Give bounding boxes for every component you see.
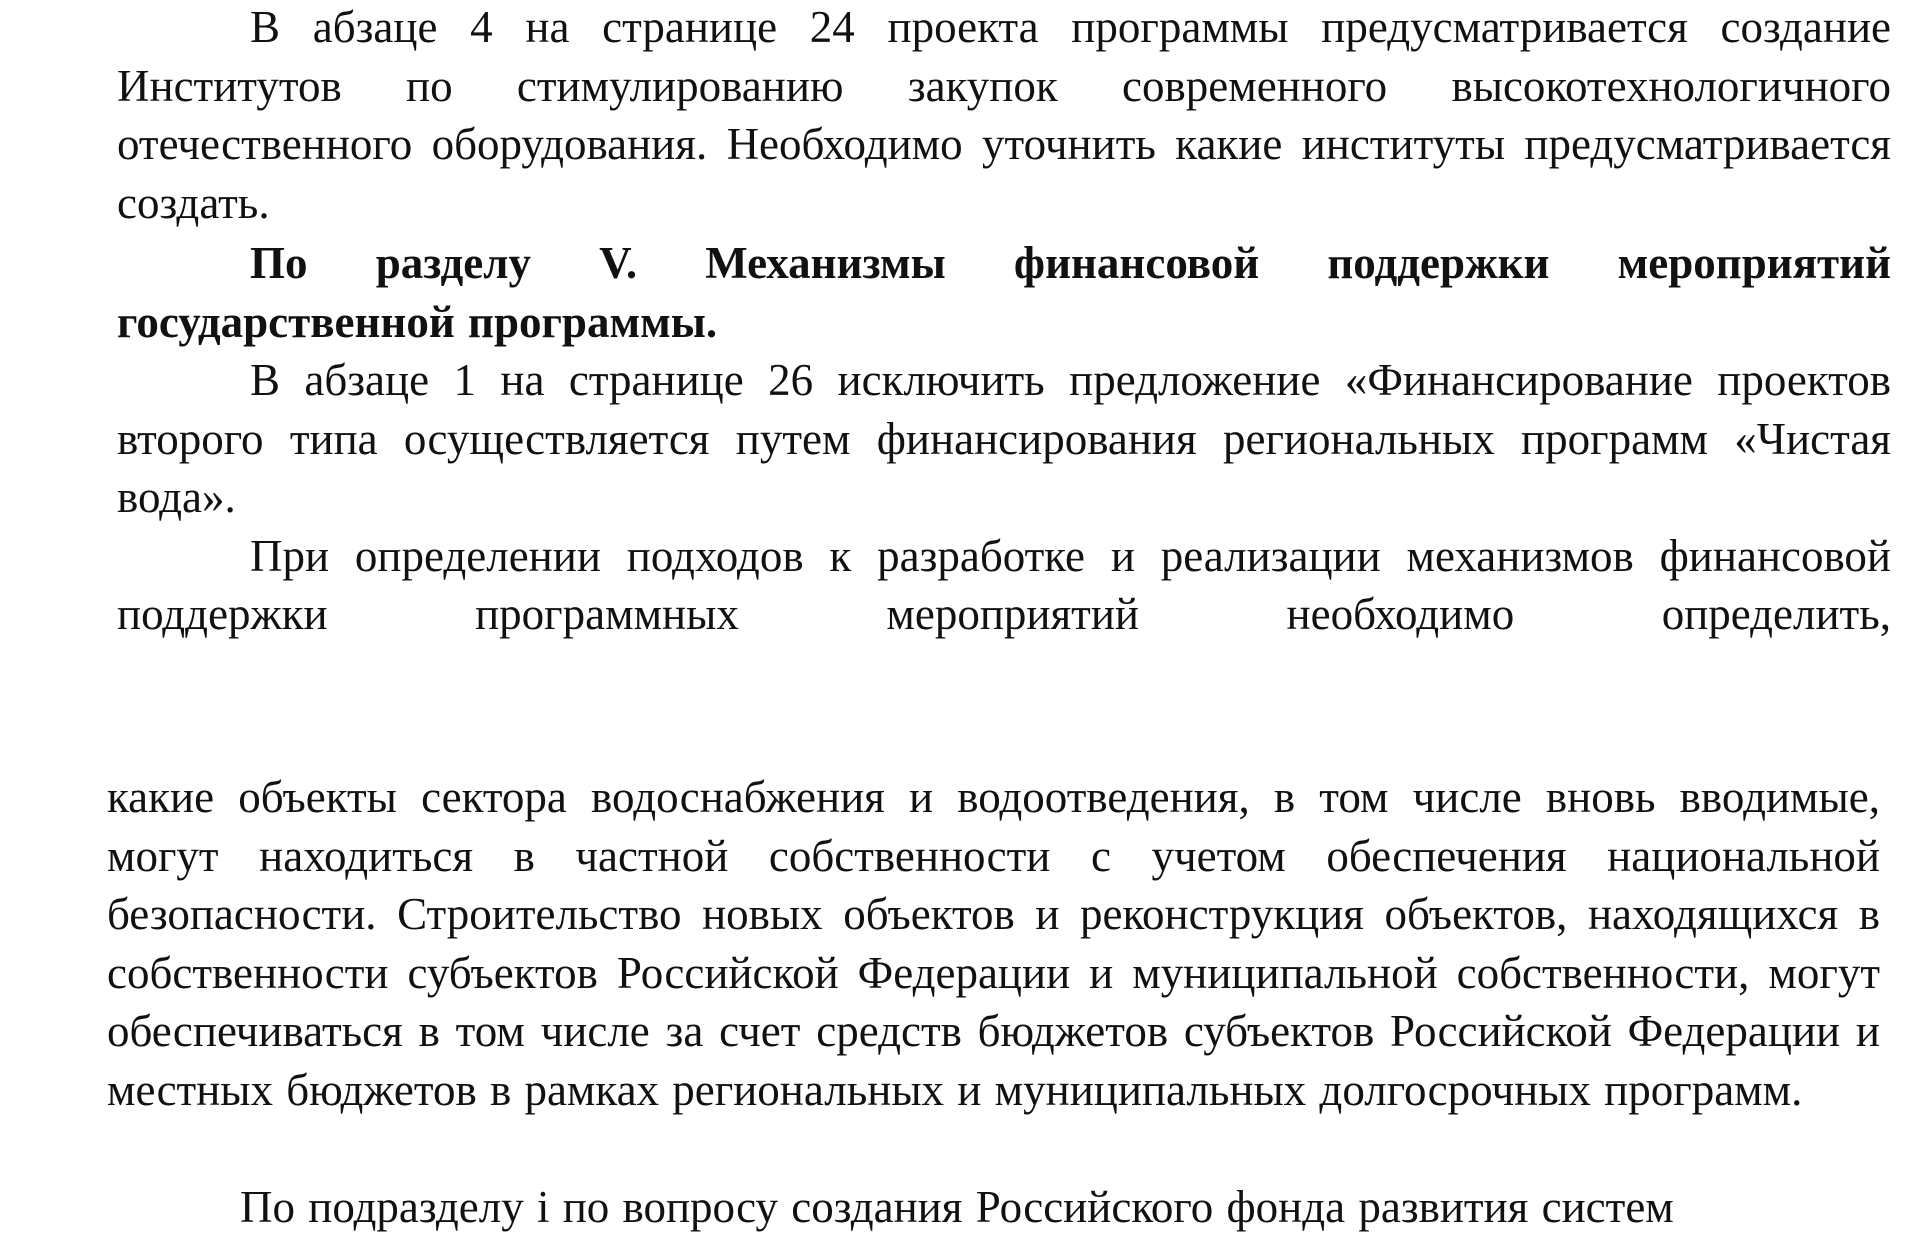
clipped-next-paragraph: [0, 1160, 1920, 1232]
paragraph-approaches: При определении подходов к разработке и реализации механизмов финансовой поддержки программных мероприятий необходимо определить,: [117, 530, 1891, 639]
document-page-bottom: [0, 768, 1920, 1119]
paragraph-institutes: В абзаце 4 на странице 24 проекта программы предусматривается создание Институтов по стимулированию закупок современного высокотехнологичного отечественного оборудования. Необходимо уточнить какие институты предусматривается создать.: [117, 2, 1891, 228]
paragraph-water-objects: какие объекты сектора водоснабжения и водоотведения, в том числе вновь вводимые, могут находиться в частной собственности с учетом обеспечения национальной безопасности. Строительство новых объектов и реконструкция объектов, находящихся в собственности субъектов Российской Федерации и муниципальной собственности, могут обеспечиваться в том числе за счет средств бюджетов субъектов Российской Федерации и местных бюджетов в рамках региональных и муниципальных долгосрочных программ.: [107, 772, 1880, 1115]
paragraph-clipped: По подразделу i по вопросу создания Российского фонда развития систем: [240, 1182, 1674, 1232]
section-heading-financial-support: По разделу V. Механизмы финансовой поддержки мероприятий государственной программы.: [117, 238, 1891, 347]
paragraph-exclude-sentence: В абзаце 1 на странице 26 исключить предложение «Финансирование проектов второго типа осуществляется путем финансирования региональных программ «Чистая вода».: [117, 355, 1891, 522]
